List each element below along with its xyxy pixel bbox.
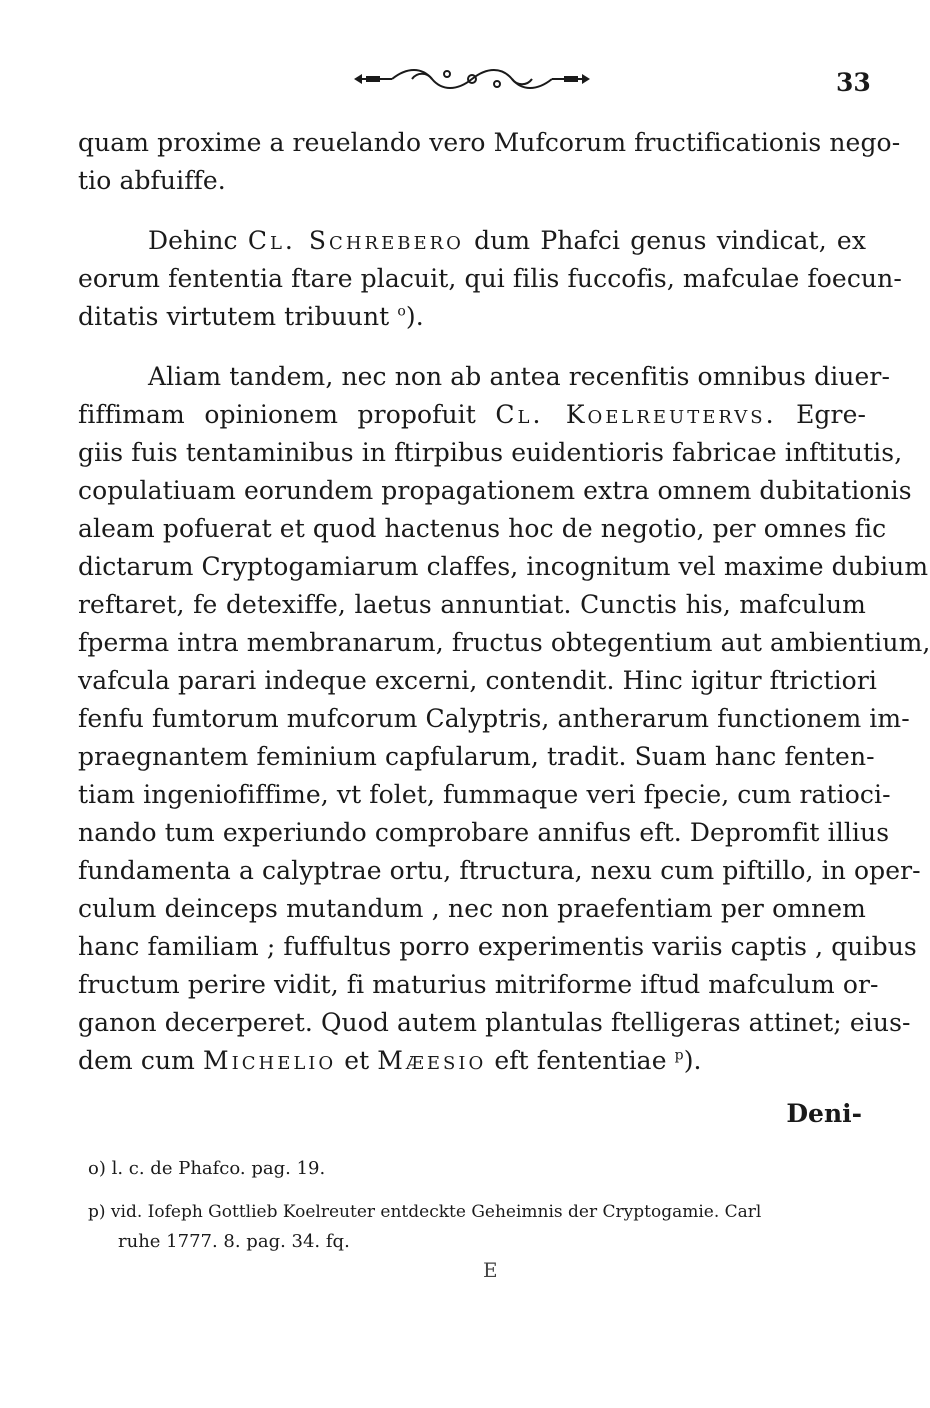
- author-name: Michelio: [203, 1046, 337, 1075]
- text-span: Dehinc: [148, 226, 238, 255]
- text-span: ditatis virtutem tribuunt: [78, 302, 390, 331]
- footnote-p: p) vid. Iofeph Gottlieb Koelreuter entdeckte Geheimnis der Cryptogamie. Carl: [88, 1202, 762, 1222]
- text-line: quam proxime a reuelando vero Mufcorum fructificationis nego-: [78, 128, 901, 157]
- footnote-ref: o: [397, 303, 406, 320]
- text-line: Aliam tandem, nec non ab antea recenfitis omnibus diuer-: [148, 362, 890, 391]
- text-line: fructum perire vidit, fi maturius mitriforme iftud mafculum or-: [78, 970, 879, 999]
- signature-mark: E: [483, 1258, 498, 1282]
- author-name: Mæesio: [377, 1046, 487, 1075]
- headband-ornament: [352, 62, 592, 96]
- author-name: Cl. Schrebero: [247, 226, 464, 255]
- text-span: eft fententiae: [494, 1046, 667, 1075]
- text-line: copulatiuam eorundem propagationem extra omnem dubitationis: [78, 476, 912, 505]
- text-line: eorum fententia ftare placuit, qui filis fuccofis, mafculae foecun-: [78, 264, 902, 293]
- text-line: vafcula parari indeque excerni, contendit. Hinc igitur ftrictiori: [78, 666, 877, 695]
- text-span: dem cum: [78, 1046, 195, 1075]
- text-line: nando tum experiundo comprobare annifus eft. Depromfit illius: [78, 818, 890, 847]
- text-line: hanc familiam ; fuffultus porro experimentis variis captis , quibus: [78, 932, 917, 961]
- text-line: culum deinceps mutandum , nec non praefentiam per omnem: [78, 894, 866, 923]
- text-line: [78, 1044, 866, 1078]
- text-span: Egre-: [796, 400, 867, 429]
- text-line: [78, 300, 866, 334]
- page-number: 33: [836, 68, 871, 97]
- text-span: dum Phafci genus vindicat, ex: [474, 226, 867, 255]
- text-line: aleam pofuerat et quod hactenus hoc de negotio, per omnes fic: [78, 514, 887, 543]
- text-span: ).: [405, 302, 424, 331]
- text-line: ganon decerperet. Quod autem plantulas ftelligeras attinet; eius-: [78, 1008, 911, 1037]
- footnote-o: o) l. c. de Phafco. pag. 19.: [88, 1158, 326, 1179]
- text-line: fundamenta a calyptrae ortu, ftructura, nexu cum piftillo, in oper-: [78, 856, 921, 885]
- text-line: fenfu fumtorum mufcorum Calyptris, antherarum functionem im-: [78, 704, 910, 733]
- text-line: fperma intra membranarum, fructus obtegentium aut ambientium,: [78, 628, 930, 657]
- text-line: tio abfuiffe.: [78, 166, 226, 195]
- text-line: [78, 398, 866, 432]
- text-span: ).: [683, 1046, 702, 1075]
- text-line: dictarum Cryptogamiarum claffes, incognitum vel maxime dubium: [78, 552, 929, 581]
- text-line: [148, 224, 866, 258]
- text-line: tiam ingeniofiffime, vt folet, fummaque veri fpecie, cum ratioci-: [78, 780, 891, 809]
- author-name: Cl. Koelreutervs.: [495, 400, 777, 429]
- catchword: Deni-: [786, 1099, 862, 1128]
- text-line: giis fuis tentaminibus in ftirpibus euidentioris fabricae inftitutis,: [78, 438, 903, 467]
- text-span: et: [344, 1046, 370, 1075]
- text-line: reftaret, fe detexiffe, laetus annuntiat. Cunctis his, mafculum: [78, 590, 866, 619]
- text-span: fiffimam opinionem propofuit: [78, 400, 476, 429]
- footnote-p-continued: ruhe 1777. 8. pag. 34. fq.: [118, 1231, 350, 1252]
- text-line: praegnantem feminium capfularum, tradit. Suam hanc fenten-: [78, 742, 875, 771]
- footnote-ref: p: [674, 1047, 684, 1064]
